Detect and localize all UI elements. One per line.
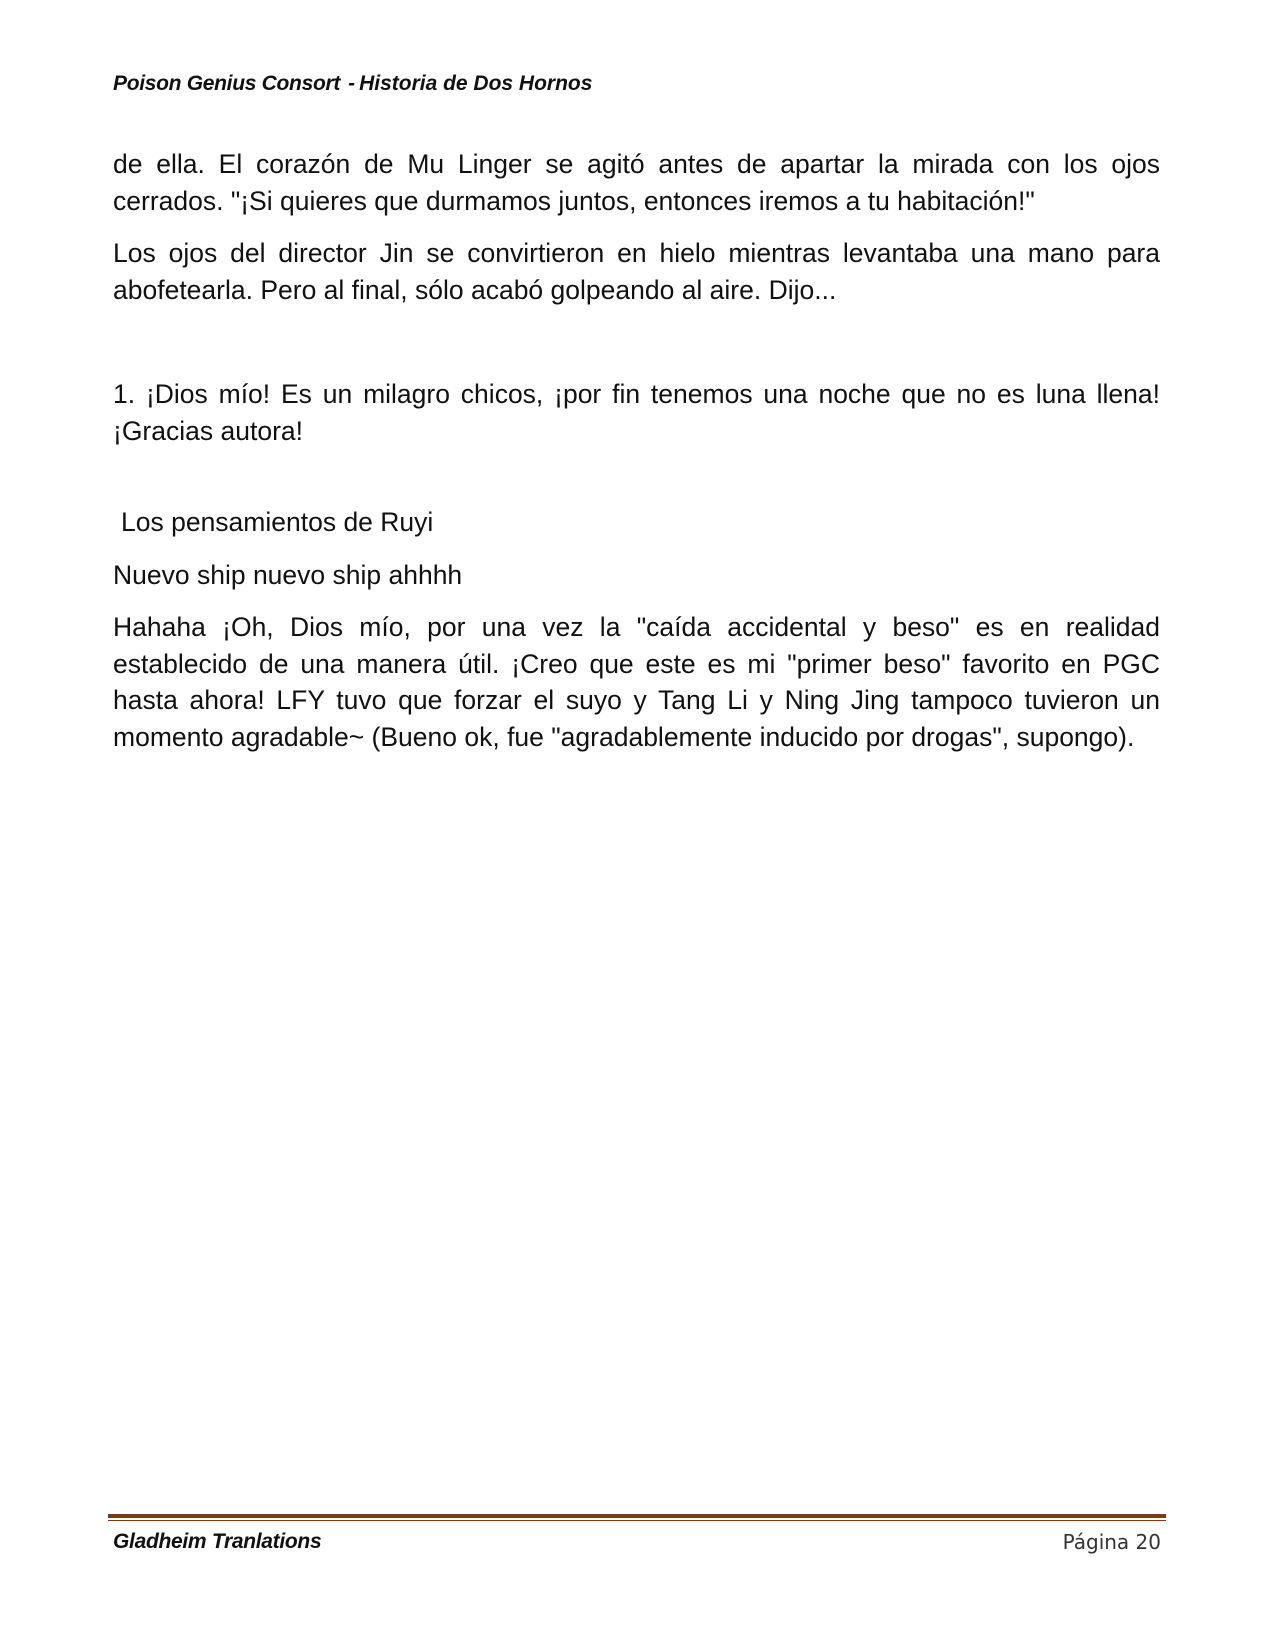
- footer-publisher: Gladheim Tranlations: [113, 1530, 322, 1553]
- book-title: Poison Genius Consort: [113, 72, 341, 95]
- section-heading: Los pensamientos de Ruyi: [121, 507, 434, 537]
- paragraph-3: Nuevo ship nuevo ship ahhhh: [113, 559, 463, 590]
- header-separator: -: [348, 72, 356, 95]
- paragraph-2: Los ojos del director Jin se convirtieron en hielo mientras levantaba una mano para abofetearla. Pero al final, sólo acabó golpeando al aire. Dijo...: [113, 238, 1160, 305]
- footer-rule: [108, 1514, 1166, 1518]
- paragraph-1: de ella. El corazón de Mu Linger se agitó antes de apartar la mirada con los ojos cerrados. "¡Si quieres que durmamos juntos, entonces iremos a tu habitación!": [113, 149, 1160, 216]
- page-body: [113, 146, 1160, 755]
- footer-rule-thin: [108, 1520, 1166, 1521]
- page-number: [1063, 1530, 1161, 1554]
- page-label: Página: [1062, 1530, 1130, 1554]
- footnote-1: 1. ¡Dios mío! Es un milagro chicos, ¡por fin tenemos una noche que no es luna llena! ¡Gracias autora!: [113, 379, 1160, 446]
- chapter-title: Historia de Dos Hornos: [359, 72, 593, 95]
- page-number-value: 20: [1135, 1530, 1161, 1554]
- paragraph-4: Hahaha ¡Oh, Dios mío, por una vez la "caída accidental y beso" es en realidad establecido de una manera útil. ¡Creo que este es mi "primer beso" favorito en PGC hasta ahora! LFY tuvo que forzar el suyo y Tang Li y Ning Jing tampoco tuvieron un momento agradable~ (Bueno ok, fue "agradablemente inducido por drogas", supongo).: [113, 612, 1160, 752]
- running-header: [113, 72, 592, 96]
